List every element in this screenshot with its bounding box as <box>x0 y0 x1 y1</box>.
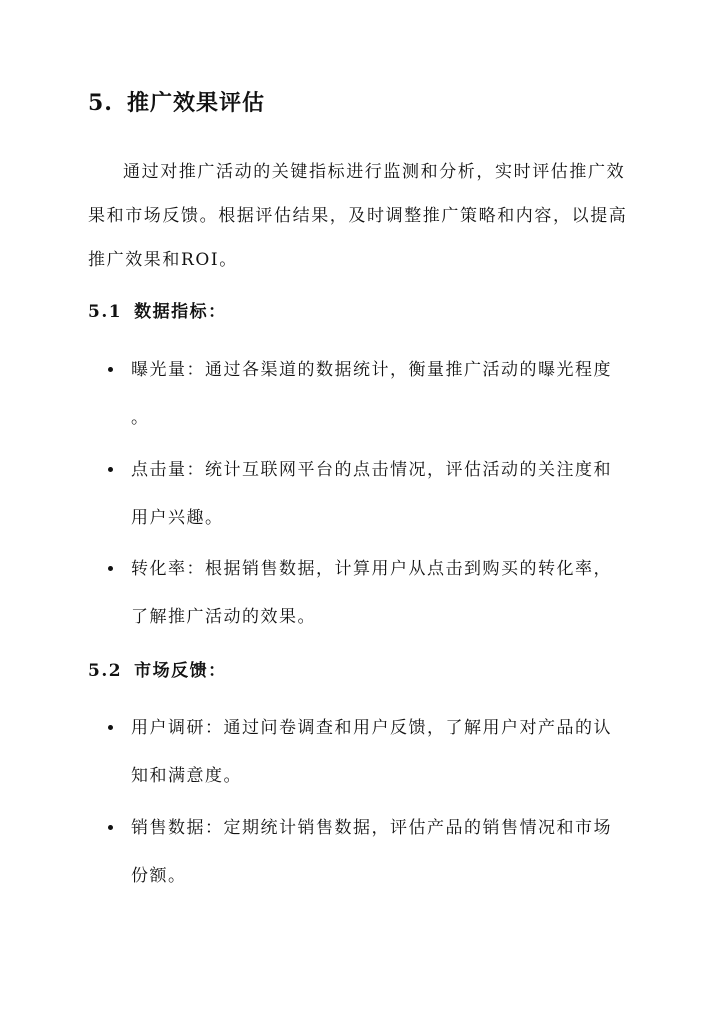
subsection-number: 5.2 <box>88 661 123 681</box>
subsection-title: 数据指标： <box>134 302 227 322</box>
list-item-line: 销售数据：定期统计销售数据，评估产品的销售情况和市场 <box>131 818 612 838</box>
intro-paragraph <box>88 150 636 282</box>
list-item-line: 用户调研：通过问卷调查和用户反馈，了解用户对产品的认 <box>131 718 612 738</box>
list-item-line: 知和满意度。 <box>131 766 242 786</box>
subsection-heading-market-feedback <box>88 656 227 686</box>
bullet-dot-icon <box>108 467 113 472</box>
list-item-clicks <box>108 446 638 542</box>
list-item-line: 了解推广活动的效果。 <box>131 607 316 627</box>
list-item-conversion <box>108 545 638 641</box>
list-item-line: 转化率：根据销售数据，计算用户从点击到购买的转化率， <box>131 559 612 579</box>
intro-line: 果和市场反馈。根据评估结果，及时调整推广策略和内容，以提高 <box>88 206 628 226</box>
intro-line: 推广效果和ROI。 <box>88 250 238 270</box>
list-item-line: 曝光量：通过各渠道的数据统计，衡量推广活动的曝光程度 <box>131 360 612 380</box>
intro-line: 通过对推广活动的关键指标进行监测和分析，实时评估推广效 <box>123 162 626 182</box>
subsection-heading-data-metrics <box>88 297 227 327</box>
bullet-dot-icon <box>108 725 113 730</box>
list-item-sales-data <box>108 804 638 900</box>
list-item-user-research <box>108 704 638 800</box>
bullet-dot-icon <box>108 367 113 372</box>
bullet-dot-icon <box>108 825 113 830</box>
subsection-number: 5.1 <box>88 302 123 322</box>
section-number: 5. <box>88 90 113 116</box>
list-item-line: 点击量：统计互联网平台的点击情况，评估活动的关注度和 <box>131 460 612 480</box>
list-item-line: 用户兴趣。 <box>131 508 224 528</box>
bullet-dot-icon <box>108 566 113 571</box>
section-title: 推广效果评估 <box>126 90 265 116</box>
list-item-exposure <box>108 346 638 442</box>
list-item-line: 份额。 <box>131 866 187 886</box>
subsection-title: 市场反馈： <box>134 661 227 681</box>
list-item-line: 。 <box>131 408 150 428</box>
section-heading <box>88 88 265 118</box>
